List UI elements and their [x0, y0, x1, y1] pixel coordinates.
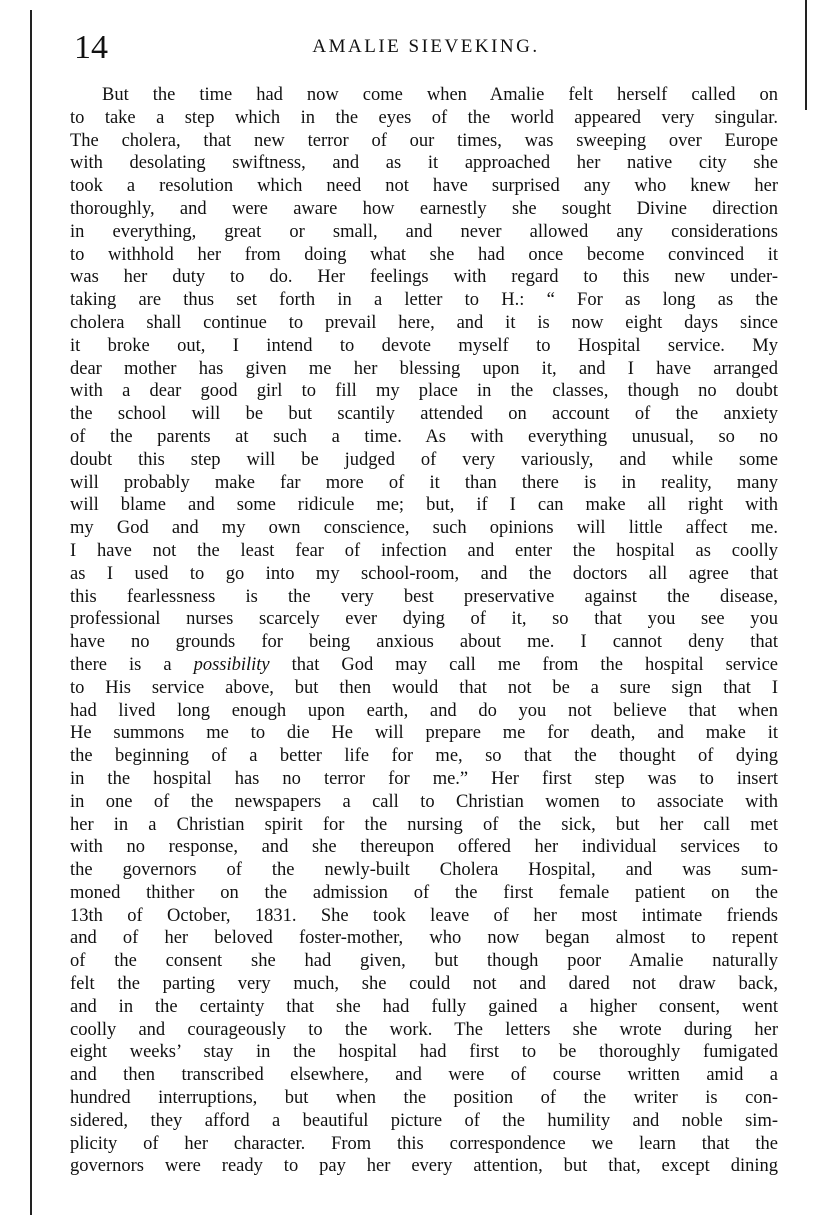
text-line: her in a Christian spirit for the nursing of the sick, but her call met	[70, 814, 778, 835]
text-line: sidered, they afford a beautiful picture of the humility and noble sim-	[70, 1110, 778, 1131]
text-line: the beginning of a better life for me, so that the thought of dying	[70, 746, 778, 767]
text-line: in the hospital has no terror for me.” Her first step was to insert	[70, 768, 778, 789]
text-line: will probably make far more of it than there is in reality, many	[70, 472, 778, 493]
text-line: 13th of October, 1831. She took leave of her most intimate friends	[70, 905, 778, 926]
text-line: doubt this step will be judged of very variously, and while some	[70, 449, 778, 470]
text-line: of the consent she had given, but though poor Amalie naturally	[70, 951, 778, 972]
text-line: have no grounds for being anxious about me. I cannot deny that	[70, 632, 778, 653]
text-fragment: there is a	[70, 654, 194, 675]
text-line: and then transcribed elsewhere, and were of course written amid a	[70, 1065, 778, 1086]
text-line: eight weeks’ stay in the hospital had first to be thoroughly fumigated	[70, 1042, 778, 1063]
left-margin-rule	[30, 10, 32, 1215]
text-line: felt the parting very much, she could not and dared not draw back,	[70, 974, 778, 995]
text-line: of the parents at such a time. As with everything unusual, so no	[70, 426, 778, 447]
text-line: will blame and some ridicule me; but, if I can make all right with	[70, 495, 778, 516]
text-line: governors were ready to pay her every attention, but that, except dining	[70, 1156, 778, 1177]
text-line: cholera shall continue to prevail here, and it is now eight days since	[70, 312, 778, 333]
text-line: coolly and courageously to the work. The letters she wrote during her	[70, 1019, 778, 1040]
text-line: was her duty to do. Her feelings with regard to this new under-	[70, 267, 778, 288]
text-line: professional nurses scarcely ever dying of it, so that you see you	[70, 609, 778, 630]
text-line: in everything, great or small, and never allowed any considerations	[70, 221, 778, 242]
text-line: the school will be but scantily attended on account of the anxiety	[70, 404, 778, 425]
text-line: dear mother has given me her blessing upon it, and I have arranged	[70, 358, 778, 379]
text-line: taking are thus set forth in a letter to H.: “ For as long as the	[70, 290, 778, 311]
text-line: I have not the least fear of infection and enter the hospital as coolly	[70, 540, 778, 561]
text-line: hundred interruptions, but when the position of the writer is con-	[70, 1088, 778, 1109]
text-line: this fearlessness is the very best preservative against the disease,	[70, 586, 778, 607]
text-line: moned thither on the admission of the first female patient on the	[70, 882, 778, 903]
text-line: thoroughly, and were aware how earnestly she sought Divine direction	[70, 198, 778, 219]
text-line: He summons me to die He will prepare me for death, and make it	[70, 723, 778, 744]
text-line: in one of the newspapers a call to Christian women to associate with	[70, 791, 778, 812]
text-line: plicity of her character. From this correspondence we learn that the	[70, 1133, 778, 1154]
running-title: AMALIE SIEVEKING.	[312, 36, 540, 57]
text-line: had lived long enough upon earth, and do you not believe that when	[70, 700, 778, 721]
text-line: The cholera, that new terror of our times, was sweeping over Europe	[70, 130, 778, 151]
text-line: took a resolution which need not have surprised any who knew her	[70, 176, 778, 197]
text-line: as I used to go into my school-room, and the doctors all agree that	[70, 563, 778, 584]
italic-word: possibility	[193, 654, 270, 675]
text-line: and of her beloved foster-mother, who now began almost to repent	[70, 928, 778, 949]
text-line-italic	[70, 654, 778, 677]
page-number: 14	[74, 29, 108, 66]
right-margin-rule	[805, 0, 807, 110]
text-line: to withhold her from doing what she had once become convinced it	[70, 244, 778, 265]
text-line: and in the certainty that she had fully gained a higher consent, went	[70, 996, 778, 1017]
body-text	[70, 84, 778, 1178]
text-line: with a dear good girl to fill my place in the classes, though no doubt	[70, 381, 778, 402]
text-fragment: that God may call me from the hospital service	[269, 654, 778, 675]
text-line: my God and my own conscience, such opinions will little affect me.	[70, 518, 778, 539]
page-header	[74, 28, 778, 68]
text-line: it broke out, I intend to devote myself to Hospital service. My	[70, 335, 778, 356]
text-line: the governors of the newly-built Cholera Hospital, and was sum-	[70, 860, 778, 881]
text-line: with desolating swiftness, and as it approached her native city she	[70, 153, 778, 174]
text-line: to take a step which in the eyes of the world appeared very singular.	[70, 107, 778, 128]
text-line: But the time had now come when Amalie felt herself called on	[102, 85, 778, 105]
text-line: with no response, and she thereupon offered her individual services to	[70, 837, 778, 858]
text-line: to His service above, but then would that not be a sure sign that I	[70, 677, 778, 698]
